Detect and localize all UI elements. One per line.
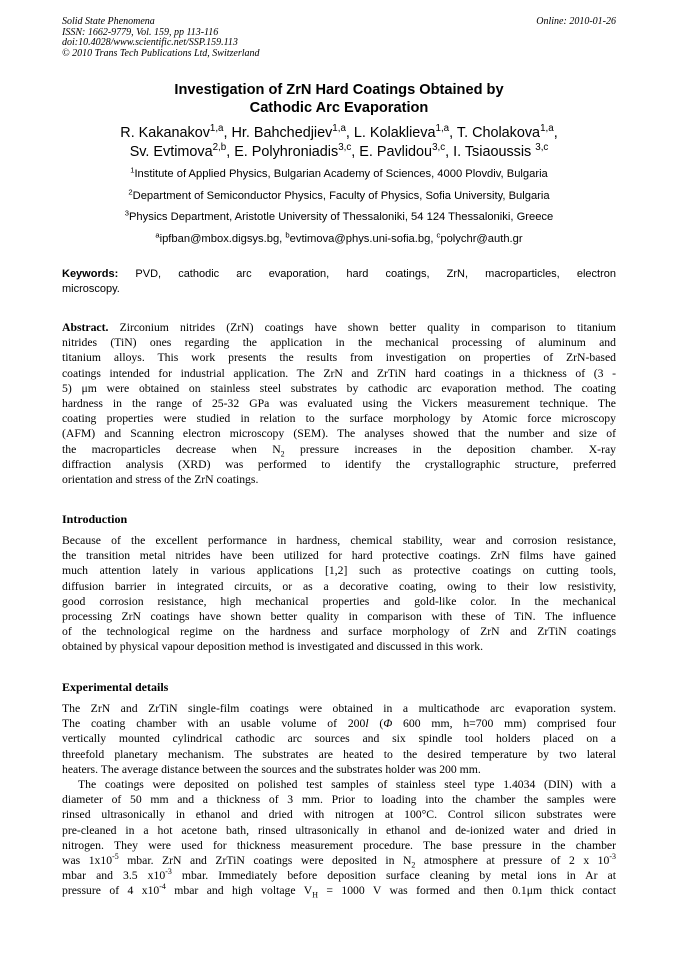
journal-copyright: © 2010 Trans Tech Publications Ltd, Switzerland <box>62 47 260 59</box>
exp-line: The coatings were deposited on polished test samples of stainless steel type 1.4034 (DIN) with a <box>78 778 616 792</box>
superscript: -5 <box>112 852 119 862</box>
author-affil-mark: 1,a <box>209 123 224 135</box>
intro-line: the transition metal nitrides have been utilized for hard protective coatings. ZrN films have gained <box>62 549 616 563</box>
exp-text: mbar. ZrN and ZrTiN coatings were deposited in N <box>118 854 412 868</box>
journal-doi: doi:10.4028/www.scientific.net/SSP.159.113 <box>62 37 238 48</box>
abstract-label: Abstract. <box>62 321 109 334</box>
abstract-line: hardness in the range of 25-32 GPa was evaluated using the Vickers measurement technique. The <box>62 397 616 411</box>
unit-liter: l <box>365 717 369 731</box>
email-address[interactable]: evtimova@phys.uni-sofia.bg <box>289 233 431 245</box>
experimental-body <box>62 701 616 899</box>
author-affil-mark: 1,a <box>435 123 450 135</box>
author-name: R. Kakanakov <box>120 125 210 141</box>
abstract-line: (AFM) and Scanning electron microscopy (SEM). The analyses showed that the number and size of <box>62 427 616 441</box>
author-name: Sv. Evtimova <box>129 144 213 160</box>
intro-line: much attention lately in various applications [1,2] such as protective coatings on cutting tools, <box>62 564 616 578</box>
affiliation-1 <box>62 165 616 181</box>
email-address[interactable]: ipfban@mbox.digsys.bg <box>159 233 280 245</box>
author-line-1: R. Kakanakov$^{1,a}$, Hr. Bahchedjiev$^{1,a}$, L. Kolaklieva$^{1,a}$, T. Cholakova$^{1,a}$, <box>120 123 558 141</box>
abstract-line: diffraction analysis (XRD) was performed to identify the crystallographic structure, preferred <box>62 457 616 471</box>
introduction-body <box>62 533 616 655</box>
author-name: Hr. Bahchedjiev <box>231 125 333 141</box>
affiliation-mark: 2 <box>128 187 133 197</box>
abstract <box>62 320 616 487</box>
exp-line <box>62 853 616 868</box>
abstract-line: 5) μm were obtained on stainless steel substrates by cathodic arc evaporation method. The coating <box>62 381 616 395</box>
abstract-text: Zirconium nitrides (ZrN) coatings have shown better quality in comparison to titanium <box>119 321 616 334</box>
author-affil-mark: 3,c <box>338 142 352 154</box>
author-name: L. Kolaklieva <box>353 125 436 141</box>
abstract-line: coatings intended for industrial application. The ZrN and ZrTiN hard coatings in a thickness of (3 - <box>62 366 616 380</box>
superscript: -3 <box>165 867 172 877</box>
introduction-heading: Introduction <box>62 512 128 526</box>
affiliation-text: Department of Semiconductor Physics, Faculty of Physics, Sofia University, Bulgaria <box>132 190 550 202</box>
intro-line: processing ZrN coatings have shown better quality in comparison with these of TiN. The influence <box>62 610 616 624</box>
affiliation-text: Physics Department, Aristotle University of Thessaloniki, 54 124 Thessaloniki, Greece <box>128 211 554 223</box>
exp-text: ( <box>368 717 384 731</box>
exp-line: nitrogen. They were used for thickness measurement procedure. The base pressure in the chamber <box>62 838 616 852</box>
email-mark: c <box>436 230 441 240</box>
intro-line: good corrosion resistance, high mechanical properties and gold-like color. In the mechanical <box>62 594 616 608</box>
abstract-line <box>62 442 616 457</box>
journal-issn: ISSN: 1662-9779, Vol. 159, pp 113-116 <box>62 26 219 38</box>
abstract-line: titanium alloys. This work presents the results from investigation on properties of ZrN-based <box>62 351 616 365</box>
title-line-1: Investigation of ZrN Hard Coatings Obtained by <box>174 82 504 98</box>
subscript: 2 <box>411 860 416 870</box>
exp-line: heaters. The average distance between the sources and the substrates holder was 200 mm. <box>62 762 481 776</box>
author-affil-mark: 1,a <box>332 123 346 135</box>
superscript: -3 <box>609 852 616 862</box>
abstract-text: pressure increases in the deposition chamber. X-ray <box>284 442 616 456</box>
author-affil-mark: 1,a <box>540 123 554 135</box>
author-name: T. Cholakova <box>456 125 541 141</box>
exp-text: = 1000 V was formed and then 0.1μm thick contact <box>317 884 616 898</box>
exp-text: The coating chamber with an usable volume of 200 <box>62 717 366 731</box>
exp-line <box>62 868 616 883</box>
phi-symbol: Φ <box>383 717 393 731</box>
title-line-2: Cathodic Arc Evaporation <box>249 100 429 116</box>
exp-line: pre-cleaned in a hot acetone bath, rinsed ultrasonically in ethanol and de-ionized water and dried in <box>62 823 616 837</box>
keywords-label: Keywords: <box>62 268 119 280</box>
exp-text: 600 mm, h=700 mm) comprised four <box>392 717 616 731</box>
author-affil-mark: 3,c <box>432 142 446 154</box>
affiliation-2 <box>62 187 616 203</box>
affiliation-mark: 3 <box>124 208 129 218</box>
journal-name: Solid State Phenomena <box>62 16 155 27</box>
exp-text: mbar and high voltage V <box>165 884 313 898</box>
abstract-line: coating properties were studied in relation to the surface morphology by Atomic force microscopy <box>62 412 616 426</box>
exp-line: The ZrN and ZrTiN single-film coatings were obtained in a multicathode arc evaporation system. <box>62 702 616 715</box>
online-date: Online: 2010-01-26 <box>536 16 616 27</box>
exp-text: mbar and 3.5 x10 <box>62 869 166 883</box>
author-list <box>62 124 616 162</box>
author-affil-mark: 3,c <box>535 142 549 154</box>
exp-line: rinsed ultrasonically in ethanol and dried with nitrogen at 100°C. Control silicon substrates were <box>62 808 616 822</box>
keywords <box>62 267 616 297</box>
intro-line: diffusion barrier in integrated circuits, or as a decorative coating, owing to their low resistivity, <box>62 579 616 593</box>
exp-line: threefold planetary mechanism. The substrates are heated to the desired temperature by two lateral <box>62 747 616 761</box>
author-line-2: Sv. Evtimova$^{2,b}$, E. Polyhroniadis$^{3,c}$, E. Pavlidou$^{3,c}$, I. Tsiaoussis $^{3,c}$ <box>129 142 549 160</box>
journal-header <box>62 17 260 59</box>
affiliation-mark: 1 <box>130 165 135 175</box>
keywords-text: PVD, cathodic arc evaporation, hard coatings, ZrN, macroparticles, electron <box>135 268 617 280</box>
exp-text: was 1x10 <box>62 854 113 868</box>
abstract-line: orientation and stress of the ZrN coatings. <box>62 473 259 487</box>
abstract-line: nitrides (TiN) ones regarding the application in the mechanical processing of aluminum and <box>62 336 616 350</box>
email-address[interactable]: polychr@auth.gr <box>440 233 523 245</box>
subscript: 2 <box>280 448 285 458</box>
exp-text: mbar. Immediately before deposition surface cleaning by metal ions in Ar at <box>171 869 616 883</box>
email-mark: b <box>285 230 290 240</box>
abstract-text: the macroparticles decrease when N <box>62 442 281 456</box>
email-line: $^a$ipfban@mbox.digsys.bg, $^b$evtimova@phys.uni-sofia.bg, $^c$polychr@auth.gr <box>155 230 523 245</box>
exp-line: diameter of 50 mm and a thickness of 3 mm. Prior to loading into the chamber the samples were <box>62 793 616 807</box>
exp-line <box>62 883 616 898</box>
experimental-heading: Experimental details <box>62 680 169 694</box>
author-name: I. Tsiaoussis <box>453 144 532 160</box>
exp-text: pressure of 4 x10 <box>62 884 160 898</box>
author-name: E. Pavlidou <box>359 144 433 160</box>
keywords-line-2: microscopy. <box>62 283 120 295</box>
paper-title <box>62 81 616 117</box>
exp-line: vertically mounted cylindrical cathodic arc sources and six spindle tool holders placed on a <box>62 732 616 746</box>
author-name: E. Polyhroniadis <box>234 144 339 160</box>
email-mark: a <box>155 230 160 240</box>
abstract-line <box>62 320 616 335</box>
intro-line: obtained by physical vapour deposition method is investigated and discussed in this work. <box>62 640 484 654</box>
affiliation-3 <box>62 208 616 224</box>
intro-line: of the technological regime on the hardness and surface morphology of ZrN and ZrTiN coatings <box>62 625 616 639</box>
keywords-line-1 <box>62 267 616 282</box>
exp-text: atmosphere at pressure of 2 x 10 <box>415 854 610 868</box>
author-affil-mark: 2,b <box>212 142 227 154</box>
subscript: H <box>312 890 318 900</box>
exp-line <box>62 716 616 731</box>
affiliation-text: Institute of Applied Physics, Bulgarian Academy of Sciences, 4000 Plovdiv, Bulgaria <box>134 168 548 180</box>
intro-line: Because of the excellent performance in hardness, chemical stability, wear and corrosion resistance, <box>62 534 616 547</box>
superscript: -4 <box>159 882 166 892</box>
